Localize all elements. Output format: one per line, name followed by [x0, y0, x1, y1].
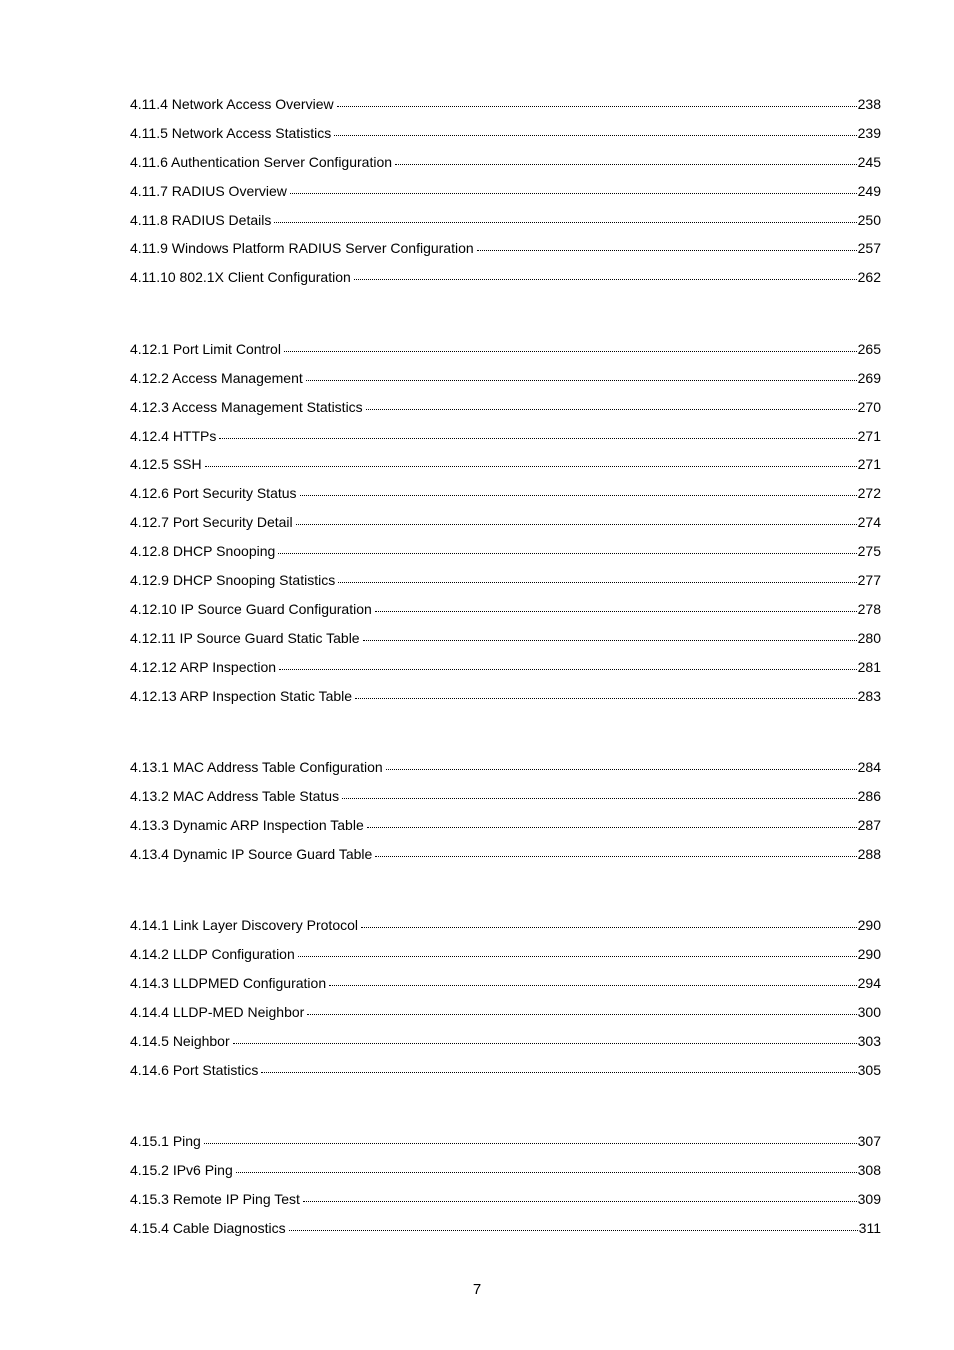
toc-entry[interactable]	[130, 1130, 881, 1159]
toc-entry-page: 275	[857, 543, 881, 560]
toc-entry-title: 4.11.7 RADIUS Overview	[130, 182, 287, 199]
toc-entry[interactable]	[130, 180, 881, 209]
toc-dot-leader	[288, 182, 857, 196]
toc-entry[interactable]	[130, 1059, 881, 1088]
toc-entry-title: 4.12.13 ARP Inspection Static Table	[130, 687, 353, 704]
toc-entry[interactable]	[130, 1159, 881, 1188]
toc-entry-page: 249	[857, 182, 881, 199]
toc-dot-leader	[234, 1161, 857, 1175]
toc-entry-page: 281	[857, 658, 881, 675]
toc-dot-leader	[276, 542, 856, 556]
toc-entry-title: 4.11.10 802.1X Client Configuration	[130, 269, 351, 286]
toc-group	[130, 93, 881, 295]
toc-group	[130, 1130, 881, 1246]
toc-dot-leader	[336, 571, 856, 585]
toc-entry-title: 4.14.2 LLDP Configuration	[130, 946, 295, 963]
toc-entry-title: 4.12.11 IP Source Guard Static Table	[130, 629, 360, 646]
toc-dot-leader	[373, 845, 856, 859]
toc-entry-title: 4.12.1 Port Limit Control	[130, 340, 281, 357]
toc-entry-title: 4.14.5 Neighbor	[130, 1032, 230, 1049]
toc-entry-page: 265	[857, 340, 881, 357]
toc-entry-title: 4.13.1 MAC Address Table Configuration	[130, 759, 383, 775]
toc-entry-page: 305	[857, 1061, 881, 1078]
toc-dot-leader	[359, 916, 857, 930]
toc-entry-title: 4.15.2 IPv6 Ping	[130, 1161, 233, 1178]
toc-entry[interactable]	[130, 511, 881, 540]
toc-entry[interactable]	[130, 540, 881, 569]
toc-entry[interactable]	[130, 569, 881, 598]
toc-entry[interactable]	[130, 843, 881, 872]
toc-entry-page: 269	[857, 369, 881, 386]
toc-dot-leader	[340, 787, 857, 801]
toc-dot-leader	[364, 398, 857, 412]
toc-group	[130, 756, 881, 872]
toc-entry[interactable]	[130, 151, 881, 180]
toc-entry[interactable]	[130, 367, 881, 396]
toc-entry-page: 257	[857, 240, 881, 257]
toc-entry-title: 4.13.4 Dynamic IP Source Guard Table	[130, 845, 373, 862]
toc-dot-leader	[259, 1061, 856, 1075]
toc-dot-leader	[272, 211, 856, 225]
toc-entry-title: 4.11.8 RADIUS Details	[130, 211, 272, 228]
toc-entry-page: 245	[857, 153, 881, 170]
toc-dot-leader	[282, 340, 857, 354]
toc-dot-leader	[335, 95, 857, 109]
toc-entry[interactable]	[130, 338, 881, 367]
toc-entry-title: 4.13.2 MAC Address Table Status	[130, 787, 340, 804]
toc-entry-page: 307	[857, 1133, 881, 1150]
toc-entry-page: 250	[857, 211, 881, 228]
toc-entry-page: 278	[857, 600, 881, 617]
toc-entry-page: 239	[857, 124, 881, 141]
toc-dot-leader	[296, 945, 857, 959]
toc-entry[interactable]	[130, 482, 881, 511]
toc-entry-page: 271	[857, 427, 881, 444]
toc-entry-title: 4.14.6 Port Statistics	[130, 1061, 259, 1078]
toc-entry-page: 280	[857, 629, 881, 646]
toc-entry-title: 4.15.1 Ping	[130, 1133, 201, 1150]
toc-dot-leader	[203, 455, 857, 469]
toc-entry[interactable]	[130, 93, 881, 122]
toc-dot-leader	[298, 484, 857, 498]
toc-entry[interactable]	[130, 1217, 881, 1246]
toc-entry-page: 274	[857, 514, 881, 531]
toc-entry-title: 4.11.4 Network Access Overview	[130, 96, 334, 112]
toc-entry-title: 4.14.3 LLDPMED Configuration	[130, 974, 327, 991]
toc-dot-leader	[327, 974, 857, 988]
toc-entry[interactable]	[130, 122, 881, 151]
toc-dot-leader	[365, 816, 857, 830]
toc-entry-page: 300	[857, 1003, 881, 1020]
toc-dot-leader	[384, 758, 857, 772]
toc-entry-page: 286	[857, 787, 881, 804]
toc-dot-leader	[393, 153, 857, 167]
toc-dot-leader	[352, 268, 857, 282]
toc-group	[130, 338, 881, 714]
toc-entry-title: 4.13.3 Dynamic ARP Inspection Table	[130, 816, 364, 833]
toc-entry-title: 4.12.9 DHCP Snooping Statistics	[130, 571, 336, 588]
toc-entry-page: 277	[857, 571, 881, 588]
toc-entry[interactable]	[130, 627, 881, 656]
toc-entry-title: 4.12.7 Port Security Detail	[130, 514, 293, 531]
toc-entry-page: 309	[857, 1190, 881, 1207]
toc-entry-title: 4.14.4 LLDP-MED Neighbor	[130, 1003, 305, 1020]
toc-entry[interactable]	[130, 425, 881, 454]
toc-entry-title: 4.12.3 Access Management Statistics	[130, 398, 363, 415]
toc-entry-title: 4.11.5 Network Access Statistics	[130, 124, 332, 141]
toc-dot-leader	[287, 1219, 858, 1233]
toc-entry-title: 4.11.9 Windows Platform RADIUS Server Configuration	[130, 240, 474, 257]
toc-entry-title: 4.12.5 SSH	[130, 456, 202, 473]
toc-entry-title: 4.12.4 HTTPs	[130, 427, 217, 444]
toc-entry-title: 4.12.10 IP Source Guard Configuration	[130, 600, 372, 617]
toc-entry[interactable]	[130, 685, 881, 714]
toc-entry-page: 271	[857, 456, 881, 473]
toc-entry[interactable]	[130, 1001, 881, 1030]
toc-entry[interactable]	[130, 814, 881, 843]
toc-entry[interactable]	[130, 266, 881, 295]
toc-dot-leader	[361, 629, 857, 643]
toc-entry-title: 4.12.12 ARP Inspection	[130, 658, 277, 675]
toc-dot-leader	[373, 600, 857, 614]
toc-entry[interactable]	[130, 656, 881, 685]
toc-entry[interactable]	[130, 943, 881, 972]
toc-entry[interactable]	[130, 396, 881, 425]
toc-entry[interactable]	[130, 453, 881, 482]
toc-entry[interactable]	[130, 756, 881, 785]
toc-entry[interactable]	[130, 1188, 881, 1217]
toc-dot-leader	[301, 1190, 857, 1204]
toc-entry-title: 4.15.3 Remote IP Ping Test	[130, 1190, 300, 1207]
toc-entry-page: 270	[857, 398, 881, 415]
toc-entry[interactable]	[130, 972, 881, 1001]
toc-entry-title: 4.14.1 Link Layer Discovery Protocol	[130, 917, 358, 934]
page-number: 7	[472, 1281, 482, 1298]
toc-entry[interactable]	[130, 598, 881, 627]
toc-dot-leader	[202, 1132, 857, 1146]
toc-entry-page: 283	[857, 687, 881, 704]
toc-entry[interactable]	[130, 209, 881, 238]
toc-dot-leader	[305, 1003, 856, 1017]
toc-entry-title: 4.15.4 Cable Diagnostics	[130, 1219, 286, 1236]
toc-entry-title: 4.12.2 Access Management	[130, 369, 303, 386]
toc-entry-page: 290	[857, 946, 881, 963]
table-of-contents	[130, 93, 881, 1246]
toc-dot-leader	[277, 658, 857, 672]
toc-entry-page: 284	[857, 759, 881, 775]
toc-entry[interactable]	[130, 914, 881, 943]
toc-group	[130, 914, 881, 1087]
toc-dot-leader	[217, 427, 856, 441]
toc-dot-leader	[294, 513, 857, 527]
toc-dot-leader	[475, 239, 857, 253]
toc-entry-page: 238	[857, 96, 881, 112]
toc-entry-page: 303	[857, 1032, 881, 1049]
toc-dot-leader	[231, 1032, 857, 1046]
toc-entry-page: 308	[857, 1161, 881, 1178]
toc-entry[interactable]	[130, 237, 881, 266]
toc-dot-leader	[304, 369, 857, 383]
toc-entry-title: 4.11.6 Authentication Server Configuration	[130, 153, 393, 170]
toc-entry[interactable]	[130, 785, 881, 814]
toc-dot-leader	[353, 687, 857, 701]
toc-entry-page: 290	[857, 917, 881, 934]
toc-entry-page: 272	[857, 485, 881, 502]
toc-entry-page: 262	[857, 269, 881, 286]
toc-entry-title: 4.12.6 Port Security Status	[130, 485, 297, 502]
toc-dot-leader	[332, 124, 856, 138]
toc-entry-page: 294	[857, 974, 881, 991]
toc-entry-title: 4.12.8 DHCP Snooping	[130, 543, 276, 560]
toc-entry-page: 288	[857, 845, 881, 862]
toc-entry[interactable]	[130, 1030, 881, 1059]
toc-entry-page: 287	[857, 816, 881, 833]
toc-entry-page: 311	[858, 1219, 881, 1236]
